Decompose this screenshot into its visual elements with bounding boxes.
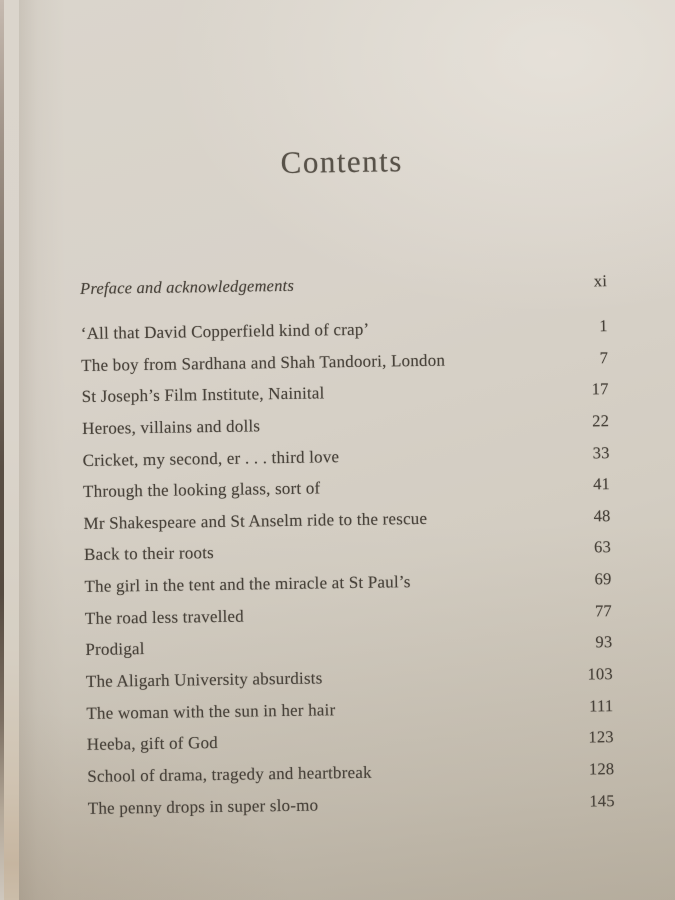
- toc-entry-page-number: 145: [589, 790, 615, 811]
- toc-entry-page-number: 48: [593, 505, 611, 526]
- toc-entry-title: The road less travelled: [84, 606, 245, 628]
- front-matter-page-number: xi: [593, 271, 608, 291]
- toc-entry-page-number: 1: [599, 316, 608, 336]
- front-matter-label: Preface and acknowledgements: [79, 275, 295, 298]
- toc-entry-title: School of drama, tragedy and heartbreak: [87, 762, 372, 786]
- toc-entry-page-number: 123: [588, 727, 614, 747]
- toc-entry-page-number: 111: [589, 695, 614, 716]
- toc-entry-title: St Joseph’s Film Institute, Nainital: [81, 383, 325, 407]
- toc-entry-title: Cricket, my second, er . . . third love: [82, 446, 340, 470]
- toc-chapter-list: [81, 316, 615, 830]
- toc-entry-title: The girl in the tent and the miracle at St Paul’s: [84, 572, 411, 597]
- toc-entry-title: The woman with the sun in her hair: [86, 699, 336, 723]
- printed-area: [78, 140, 615, 818]
- toc-entry-title: The boy from Sardhana and Shah Tandoori, London: [81, 350, 446, 375]
- toc-entry-page-number: 7: [599, 347, 609, 367]
- page-crease-shadow: [19, 0, 65, 900]
- toc-entry-title: Heroes, villains and dolls: [82, 416, 261, 438]
- toc-front-matter-row: [80, 271, 607, 307]
- table-of-contents: [80, 271, 615, 830]
- toc-entry-title: Mr Shakespeare and St Anselm ride to the rescue: [83, 508, 428, 533]
- toc-entry-page-number: 41: [592, 474, 611, 494]
- toc-entry-page-number: 22: [592, 411, 610, 431]
- toc-entry-title: Prodigal: [85, 639, 145, 660]
- toc-entry-page-number: 69: [594, 569, 612, 589]
- toc-entry-page-number: 17: [591, 379, 609, 399]
- toc-entry-title: The Aligarh University absurdists: [85, 668, 323, 691]
- toc-entry-title: Back to their roots: [83, 543, 215, 565]
- toc-entry-page-number: 63: [593, 537, 612, 557]
- toc-entry-title: The penny drops in super slo-mo: [87, 795, 319, 818]
- toc-entry-page-number: 93: [595, 632, 613, 652]
- toc-entry-title: ‘All that David Copperfield kind of crap’: [80, 319, 370, 343]
- toc-entry-title: Through the looking glass, sort of: [82, 478, 321, 502]
- contents-title: Contents: [280, 143, 404, 180]
- toc-entry-title: Heeba, gift of God: [86, 733, 219, 755]
- toc-entry-page-number: 103: [587, 664, 613, 684]
- toc-entry-row: [88, 791, 615, 830]
- toc-entry-page-number: 128: [588, 759, 615, 779]
- page-stack-edge-light: [4, 0, 19, 900]
- toc-entry-page-number: 77: [594, 600, 613, 621]
- toc-entry-page-number: 33: [592, 442, 610, 462]
